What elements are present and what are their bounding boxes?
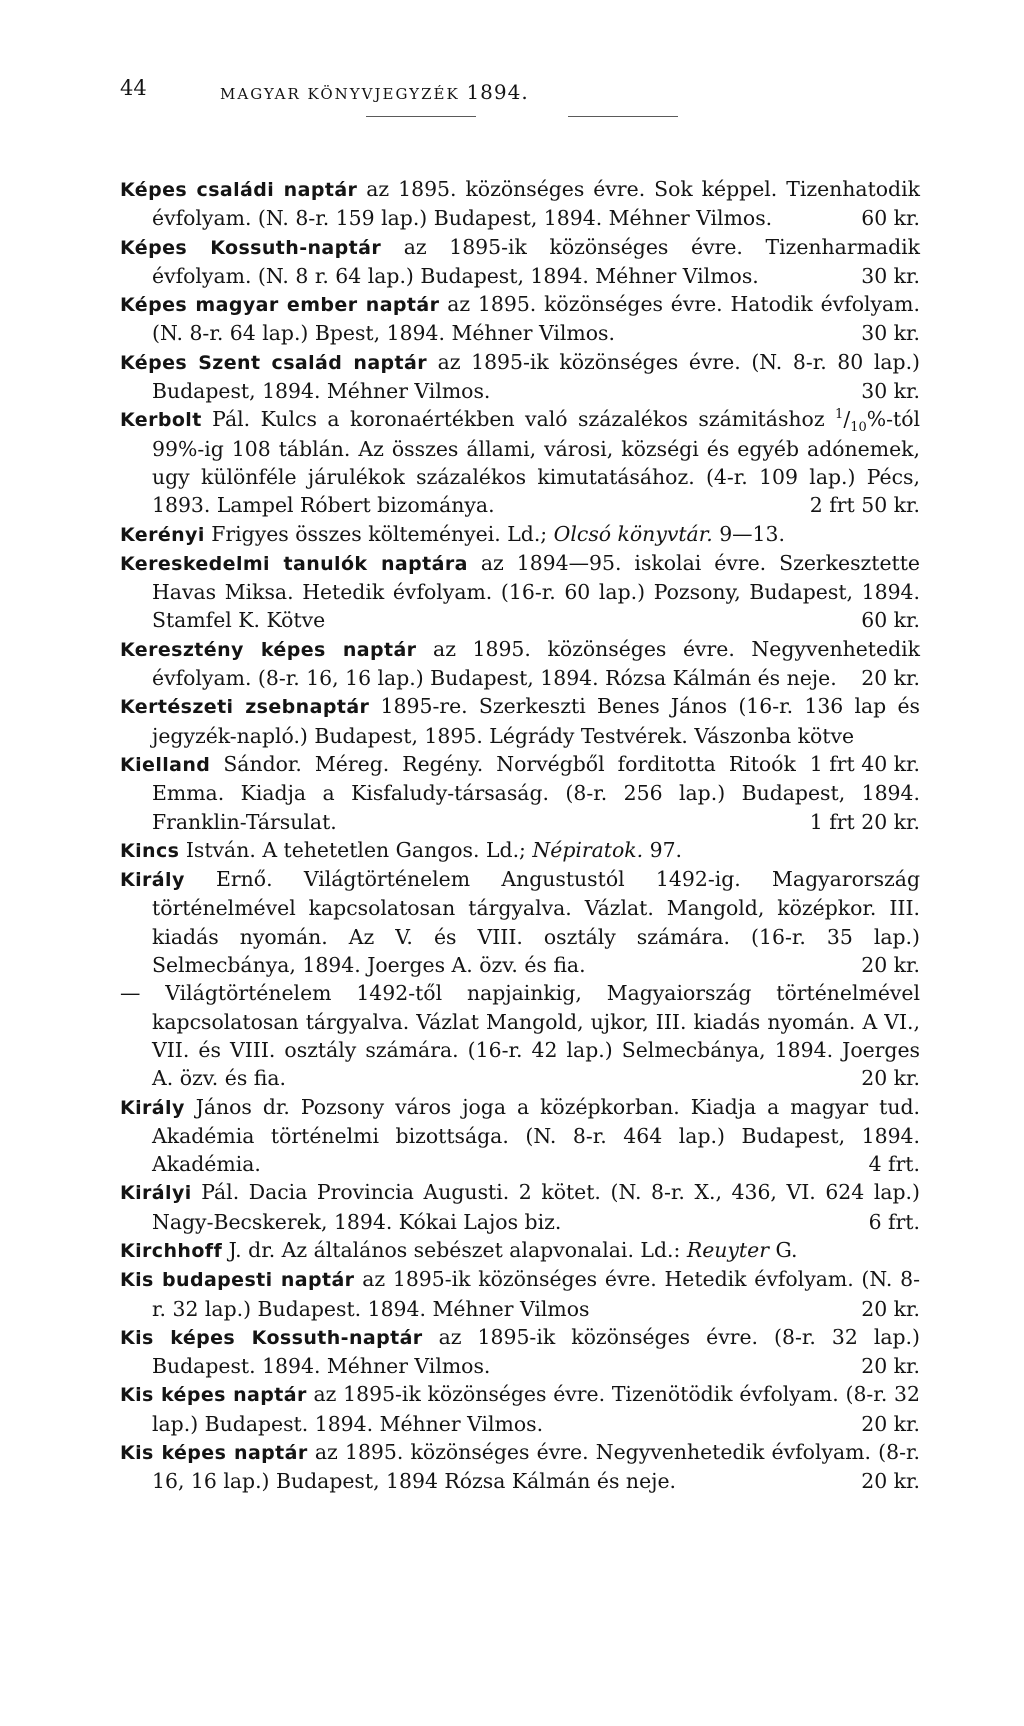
entry-text-after: 9—13.: [719, 521, 785, 546]
catalog-entry: [120, 175, 920, 233]
fraction-denominator: 10: [850, 420, 867, 436]
entry-text-after: G.: [775, 1237, 798, 1262]
entry-head: Királyi: [120, 1182, 192, 1205]
entry-price: 20 kr.: [861, 666, 920, 691]
entry-cross-reference: Népiratok.: [532, 837, 644, 862]
entry-price: 30 kr.: [861, 263, 920, 288]
entry-head: Kincs: [120, 839, 180, 862]
header-rule-left: [366, 116, 476, 117]
entry-price: 30 kr.: [861, 379, 920, 404]
catalog-entry: [120, 1323, 920, 1381]
entry-text: az 1895-ik közönséges évre. (N. 8-r. 80 lap.) Budapest, 1894. Méhner Vilmos.: [152, 349, 921, 404]
entry-price: 20 kr.: [861, 953, 920, 978]
entry-price: 20 kr.: [861, 1354, 920, 1379]
catalog-entry: [120, 233, 920, 291]
entry-text: az 1895-ik közönséges évre. Tizenharmadik évfolyam. (N. 8 r. 64 lap.) Budapest, 1894. Méhner Vilmos.: [152, 234, 921, 288]
entry-head: Kielland: [120, 753, 211, 776]
entry-text: Pál. Dacia Provincia Augusti. 2 kötet. (N. 8-r. X., 436, VI. 624 lap.) Nagy-Becskerek, 1894. Kókai Lajos biz.: [152, 1180, 920, 1234]
entry-text: Ernő. Világtörténelem Angustustól 1492-ig. Magyarország történelmével kapcsolatosan tárgyalva. Vázlat. Mangold, középkor. III. kiadás nyomán. Az V. és VIII. osztály számára. (16-r. 35 lap.) Selmecbánya, 1894. Joerges A. özv. és fia.: [152, 867, 921, 978]
entry-price: 20 kr.: [861, 1411, 920, 1436]
catalog-entry: [120, 1236, 920, 1265]
entry-price: 30 kr.: [861, 321, 920, 346]
page-number: 44: [120, 76, 147, 100]
entry-head: Kerényi: [120, 523, 205, 546]
entry-dash: —: [120, 981, 141, 1006]
entry-head: Kereskedelmi tanulók naptára: [120, 552, 468, 575]
running-title-year: 1894.: [466, 80, 529, 104]
fraction-numerator: 1: [835, 407, 844, 423]
entry-price: 20 kr.: [861, 1296, 920, 1321]
entry-text: J. dr. Az általános sebészet alapvonalai. Ld.:: [228, 1237, 681, 1262]
entry-price: 4 frt.: [868, 1152, 920, 1177]
entry-cross-reference: Olcsó könyvtár.: [553, 521, 713, 546]
entry-list: [120, 175, 920, 1496]
catalog-entry: [120, 750, 920, 836]
entry-text: az 1894—95. iskolai évre. Szerkesztette Havas Miksa. Hetedik évfolyam. (16-r. 60 lap.) Pozsony, Budapest, 1894. Stamfel K. Kötve: [152, 550, 920, 633]
entry-cross-reference: Reuyter: [686, 1237, 769, 1262]
entry-text: János dr. Pozsony város joga a középkorban. Kiadja a magyar tud. Akadémia történelmi bizottsága. (N. 8-r. 464 lap.) Budapest, 1894. Akadémia.: [152, 1094, 920, 1177]
catalog-entry: [120, 290, 920, 348]
entry-text: Pál. Kulcs a koronaértékben való százalékos számitáshoz: [212, 407, 825, 432]
catalog-entry: [120, 520, 920, 549]
entry-text: Világtörténelem 1492-től napjainkig, Magyaiország történelmével kapcsolatosan tárgyalva. Vázlat Mangold, ujkor, III. kiadás nyomán. A VI., VII. és VIII. osztály számára. (16-r. 42 lap.) Selmecbánya, 1894. Joerges A. özv. és fia.: [152, 981, 920, 1091]
catalog-entry: [120, 1093, 920, 1179]
entry-head: Kirchhoff: [120, 1239, 223, 1262]
entry-text: az 1895-ik közönséges évre. Hetedik évfolyam. (N. 8-r. 32 lap.) Budapest. 1894. Méhner Vilmos: [152, 1267, 921, 1321]
entry-price: 6 frt.: [868, 1209, 920, 1234]
entry-head: Képes Kossuth-naptár: [120, 236, 382, 259]
entry-text: az 1895. közönséges évre. Sok képpel. Tizenhatodik évfolyam. (N. 8-r. 159 lap.) Budapest, 1894. Méhner Vilmos.: [152, 177, 920, 231]
entry-text-after: 97.: [649, 837, 683, 862]
catalog-entry: [120, 348, 920, 406]
entry-price: 20 kr.: [861, 1066, 920, 1091]
entry-head: Király: [120, 1096, 185, 1119]
entry-price: 20 kr.: [861, 1469, 920, 1494]
entry-text: István. A tehetetlen Gangos. Ld.;: [185, 837, 526, 862]
catalog-entry: [120, 1265, 920, 1323]
catalog-entry: Kerbolt Pál. Kulcs a koronaértékben való százalékos számitáshoz $^1/_{10}\%$-tól 99%-ig 108 táblán. Az összes állami, városi, községi és egyéb adónemek, ugy különféle járulékok százalékos kimutatásához. (4-r. 109 lap.) Pécs, 1893. Lampel Róbert bizománya. 2 frt 50 kr.: [120, 405, 920, 519]
catalog-entry: [120, 865, 920, 979]
entry-head: Kis képes naptár: [120, 1384, 307, 1407]
entry-text: 1895-re. Szerkeszti Benes János (16-r. 136 lap és jegyzék-napló.) Budapest, 1895. Légrády Testvérek. Vászonba kötve: [152, 694, 920, 748]
catalog-entry: [120, 549, 920, 635]
entry-head: Képes magyar ember naptár: [120, 294, 440, 317]
catalog-entry: [120, 836, 920, 865]
entry-head: Képes családi naptár: [120, 179, 358, 201]
catalog-entry: [120, 979, 920, 1092]
entry-price: 1 frt 40 kr.: [809, 751, 920, 776]
entry-text: az 1895. közönséges évre. Negyvenhetedik évfolyam. (8-r. 16, 16 lap.) Budapest, 1894 Rózsa Kálmán és neje.: [152, 1440, 920, 1494]
entry-price: 60 kr.: [861, 206, 920, 231]
header-rule-right: [568, 116, 678, 117]
catalog-entry: [120, 1380, 920, 1438]
entry-head: Kis képes Kossuth-naptár: [120, 1326, 423, 1349]
entry-head: Kis budapesti naptár: [120, 1269, 355, 1292]
catalog-entry: [120, 635, 920, 693]
entry-text-continued: %-tól 99%-ig 108 táblán. Az összes állami, városi, községi és egyéb adónemek, ugy különféle járulékok százalékos kimutatásához. (4-r. 109 lap.) Pécs, 1893. Lampel Róbert bizománya.: [152, 407, 921, 518]
entry-head: Kis képes naptár: [120, 1442, 308, 1465]
page-header: [120, 76, 920, 110]
entry-price: 2 frt 50 kr.: [809, 493, 920, 518]
entry-text: az 1895. közönséges évre. Hatodik évfolyam. (N. 8-r. 64 lap.) Bpest, 1894. Méhner Vilmos.: [152, 292, 920, 346]
entry-head: Kerbolt: [120, 409, 202, 432]
entry-text: az 1895-ik közönséges évre. (8-r. 32 lap.) Budapest. 1894. Méhner Vilmos.: [152, 1324, 920, 1379]
entry-text: Frigyes összes költeményei. Ld.;: [211, 521, 548, 546]
running-title: [220, 80, 529, 104]
running-title-text: MAGYAR KÖNYVJEGYZÉK: [220, 85, 460, 103]
entry-price: 60 kr.: [861, 608, 920, 633]
entry-text: az 1895-ik közönséges évre. Tizenötödik évfolyam. (8-r. 32 lap.) Budapest. 1894. Méhner Vilmos.: [152, 1382, 920, 1436]
catalog-entry: [120, 1178, 920, 1236]
entry-text: az 1895. közönséges évre. Negyvenhetedik évfolyam. (8-r. 16, 16 lap.) Budapest, 1894. Rózsa Kálmán és neje.: [152, 636, 920, 691]
entry-price: 1 frt 20 kr.: [809, 809, 920, 834]
entry-head: Király: [120, 869, 185, 892]
entry-head: Kertészeti zsebnaptár: [120, 696, 370, 719]
entry-head: Képes Szent család naptár: [120, 351, 428, 374]
catalog-page: [120, 76, 921, 1494]
entry-head: Keresztény képes naptár: [120, 638, 417, 661]
catalog-entry: [120, 1438, 920, 1496]
entry-text: Sándor. Méreg. Regény. Norvégből forditotta Ritoók Emma. Kiadja a Kisfaludy-társaság. (8-r. 256 lap.) Budapest, 1894. Franklin-Társulat.: [152, 751, 920, 834]
